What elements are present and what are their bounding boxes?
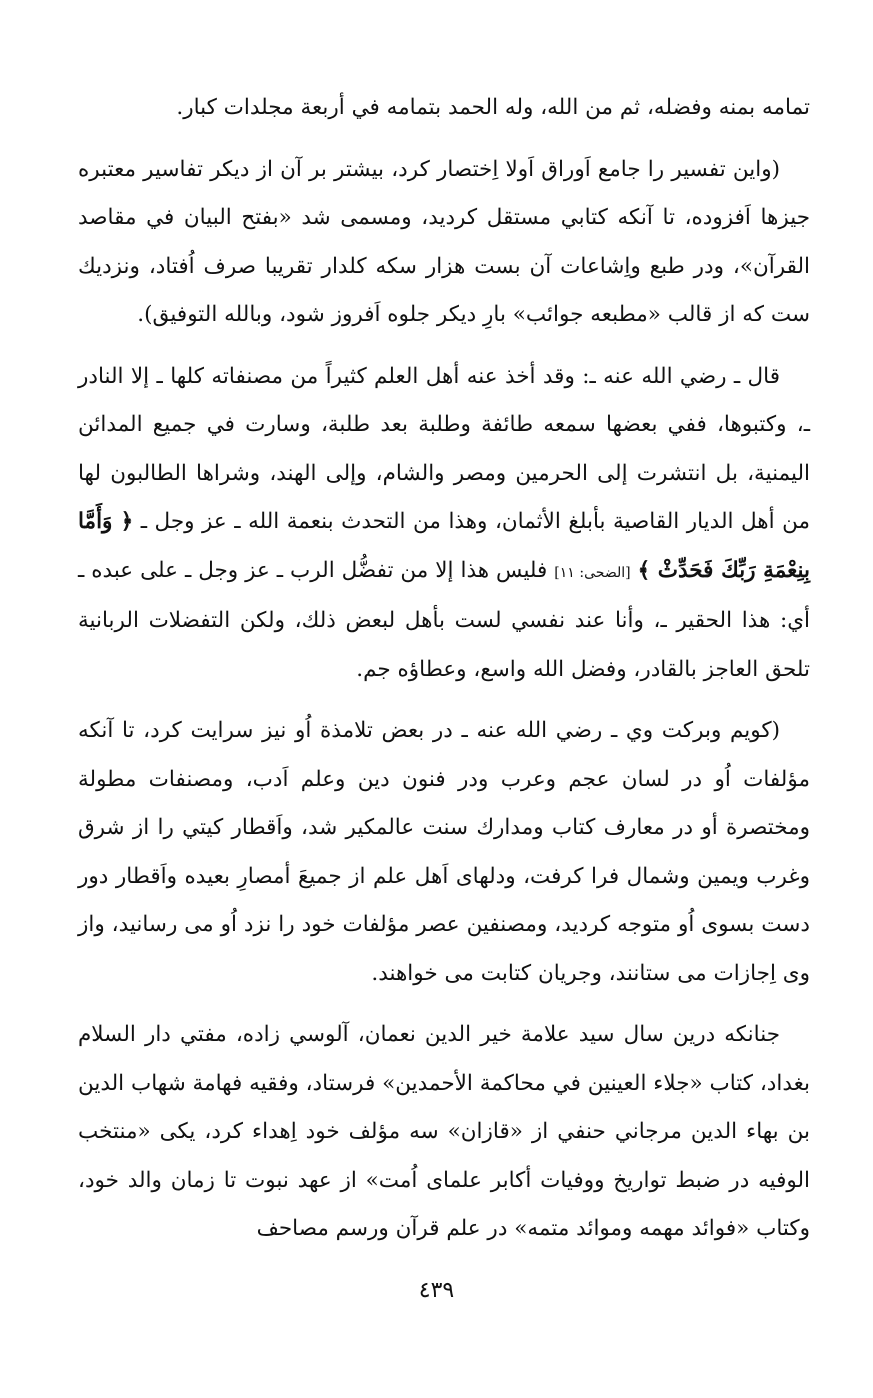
paragraph-3-text-after: فليس هذا إلا من تفضُّل الرب ـ عز وجل ـ على عبده ـ أي: هذا الحقير ـ، وأنا عند نفسي لست بأهل لبعض ذلك، ولكن التفضلات الربانية تلحق العاجز بالقادر، وفضل الله واسع، وعطاؤه جم.	[78, 557, 810, 682]
paragraph-3	[78, 353, 810, 695]
page-body	[78, 84, 810, 1267]
paragraph-4: (كويم وبركت وي ـ رضي الله عنه ـ در بعض تلامذة اُو نيز سرايت كرد، تا آنكه مؤلفات اُو در لسان عجم وعرب ودر فنون دين وعلم اَدب، ومصنفات مطولة ومختصرة أو در معارف كتاب ومدارك سنت عالمكير شد، واَقطار كيتي را از شرق وغرب ويمين وشمال فرا كرفت، ودلهاى اَهل علم از جميعَ أمصارِ بعيده واَقطار دور دست بسوى اُو متوجه كرديد، ومصنفين عصر مؤلفات خود را نزد اُو مى رسانيد، واز وى اِجازات مى ستانند، وجريان كتابت مى خواهند.	[78, 718, 810, 986]
paragraph-2: (واين تفسير را جامع اَوراق اَولا اِختصار كرد، بيشتر بر آن از ديكر تفاسير معتبره جيزها اَفزوده، تا آنكه كتابي مستقل كرديد، ومسمى شد «بفتح البيان في مقاصد القرآن»، ودر طبع واِشاعات آن بست هزار سكه كلدار تقريبا صرف اُفتاد، ونزديك ست كه از قالب «مطبعه جوائب» بارِ ديكر جلوه اَفروز شود، وبالله التوفيق).	[78, 156, 810, 327]
page-number: ٤٣٩	[418, 1278, 455, 1303]
verse-reference: [الضحى: ١١]	[554, 564, 631, 581]
paragraph-3-text-before: قال ـ رضي الله عنه ـ: وقد أخذ عنه أهل العلم كثيراً من مصنفاته كلها ـ إلا النادر ـ، وكتبوها، ففي بعضها سمعه طائفة وطلبة بعد طلبة، وسارت في جميع المدائن اليمنية، بل انتشرت إلى الحرمين ومصر والشام، وإلى الهند، وشراها الطالبون لها من أهل الديار القاصية بأبلغ الأثمان، وهذا من التحدث بنعمة الله ـ عز وجل ـ	[78, 363, 810, 534]
quran-verse: ﴿ وَأَمَّا بِنِعْمَةِ رَبِّكَ فَحَدِّثْ ﴾	[78, 509, 810, 583]
paragraph-1: تمامه بمنه وفضله، ثم من الله، وله الحمد بتمامه في أربعة مجلدات كبار.	[176, 95, 810, 120]
paragraph-5: جنانكه درين سال سيد علامة خير الدين نعمان، آلوسي زاده، مفتي دار السلام بغداد، كتاب «جلاء العينين في محاكمة الأحمدين» فرستاد، وفقيه فهامة شهاب الدين بن بهاء الدين مرجاني حنفي از «قازان» سه مؤلف خود اِهداء كرد، يكى «منتخب الوفيه در ضبط تواريخ ووفيات أكابر علماى اُمت» از عهد نبوت تا زمان والد خود، وكتاب «فوائد مهمه وموائد متمه» در علم قرآن ورسم مصاحف	[78, 1022, 810, 1241]
